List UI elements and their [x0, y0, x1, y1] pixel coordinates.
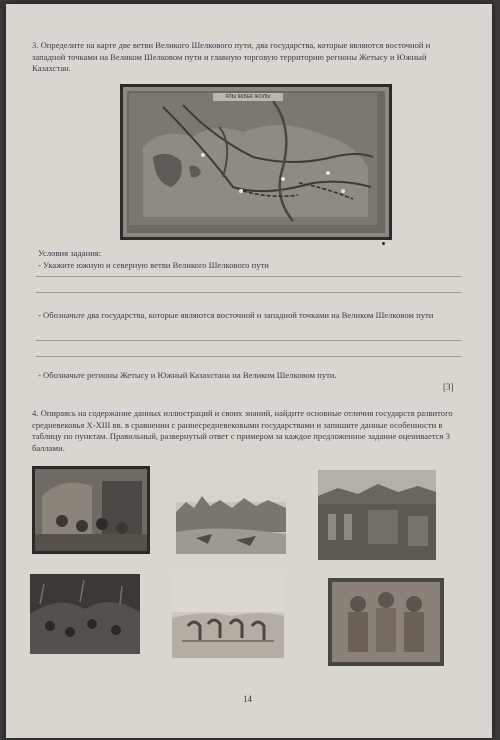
- illustration-1: [32, 466, 150, 554]
- illustration-3: [318, 470, 436, 560]
- map-drawing: [123, 87, 383, 231]
- conditions-heading: Условия задания:: [38, 248, 102, 258]
- illustration-4: [30, 574, 140, 654]
- answer-line-1[interactable]: [36, 276, 462, 277]
- illustration-6: [328, 578, 444, 666]
- answer-line-4[interactable]: [36, 356, 462, 357]
- answer-line-2[interactable]: [36, 292, 462, 293]
- illustration-5: [172, 574, 284, 658]
- page-number: 14: [243, 694, 252, 704]
- task-2-text: - Обозначьте два государства, которые являются восточной и западной точками на Великом Шелковом пути: [38, 310, 434, 320]
- task-1-text: - Укажите южную и северную ветви Великого Шелкового пути: [38, 259, 269, 270]
- question-4-text: 4. Опираясь на содержание данных иллюстраций и своих знаний, найдите основные отличия государств развитого средневековья X-XIII вв. в сравнении с раннесредневековыми государствами и запишите данные особенности в таблицу по пунктам. Правильный, развернутый ответ с примером за каждое предложенное задание оценивается 3 баллами.: [32, 408, 453, 453]
- map-title: ҰЛЫ ЖІБЕК ЖОЛЫ: [213, 93, 283, 101]
- task-3-text: - Обозначьте регионы Жетысу и Южный Казахстана на Великом Шелковом пути.: [38, 370, 337, 380]
- score-badge: [3]: [443, 382, 454, 392]
- illustration-2: [176, 472, 286, 554]
- ink-dot: [382, 242, 385, 245]
- answer-line-3[interactable]: [36, 340, 462, 341]
- worksheet-page: [6, 4, 492, 738]
- question-3-text: 3. Определите на карте две ветви Великого Шелкового пути, два государства, которые являются восточной и западной точками на Великом Шелковом пути и главную торговую территорию регионы Жетысу и Южный Казахстан.: [32, 40, 431, 73]
- silk-road-map: [120, 84, 392, 240]
- task-conditions: [38, 248, 458, 271]
